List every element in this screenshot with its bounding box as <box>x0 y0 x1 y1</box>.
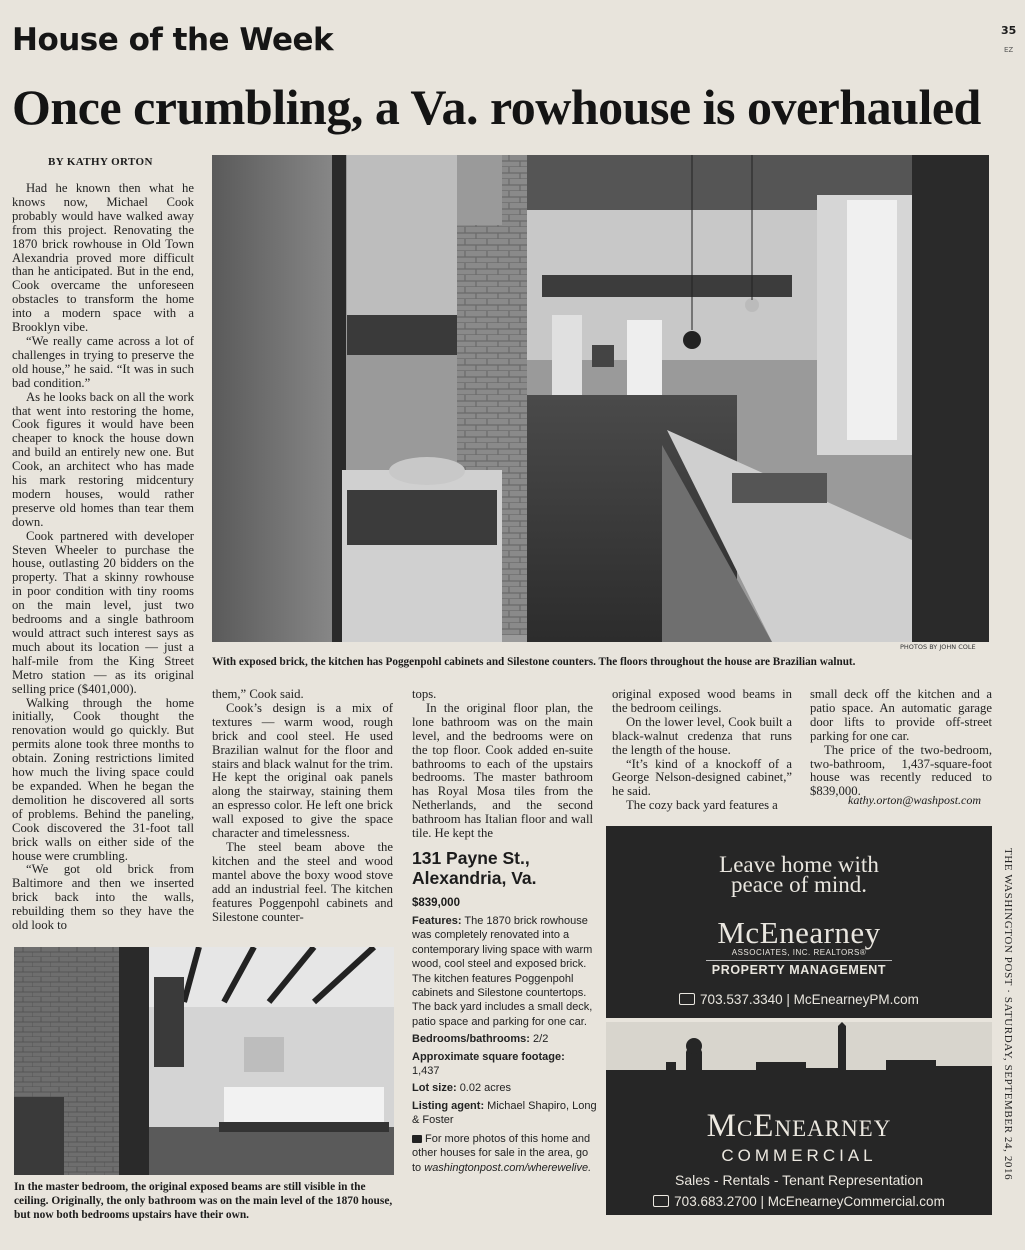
paragraph: Cook partnered with developer Steven Wheeler to purchase the house, outlasting 20 bidders on the property. That a skinny rowhouse in poor condition with tiny rooms on the main level, just two bedrooms and a single bathroom would attract such interest says as much about its location — just a half-mile from the King Street Metro station — as its original selling price ($401,000). <box>12 528 194 696</box>
features <box>412 914 597 1029</box>
bedroom-caption: In the master bedroom, the original exposed beams are still visible in the ceiling. Originally, the only bathroom was on the main level of the 1870 house, but now both bedrooms upstairs have their own. <box>14 1181 393 1221</box>
address-street: 131 Payne St., <box>412 848 530 868</box>
photo-credit: PHOTOS BY JOHN COLE <box>900 643 976 651</box>
paragraph: Walking through the home initially, Cook thought the renovation would go quickly. But permits alone took three months to obtain. Zoning restrictions limited how much the living space could be expanded. When he began the demolition he discovered all sorts of problems. Behind the paneling, Cook discovered the 31-foot tall brick walls on either side of the house were crumbling. <box>12 695 194 863</box>
kitchen-caption: With exposed brick, the kitchen has Poggenpohl cabinets and Silestone counters. The floors throughout the house are Brazilian walnut. <box>212 656 856 668</box>
lot-label: Lot size: <box>412 1082 457 1095</box>
paragraph: “We got old brick from Baltimore and then we inserted brick back into the walls, rebuilding them so they have the old look to <box>12 862 194 933</box>
features-label: Features: <box>412 915 462 927</box>
bed-bath-value: 2/2 <box>533 1033 549 1046</box>
ad-contact-text: 703.537.3340 | McEnearneyPM.com <box>700 992 919 1007</box>
paragraph: The price of the two-bedroom, two-bathroom, 1,437-square-foot house was recently reduced to $839,000. <box>810 742 992 799</box>
lot-value: 0.02 acres <box>459 1082 512 1095</box>
article-column-4 <box>612 688 792 813</box>
byline: BY KATHY ORTON <box>48 156 153 168</box>
ad-brand-logo: McEnearney <box>717 915 881 950</box>
bedroom-photo <box>14 947 394 1175</box>
paragraph: The cozy back yard features a <box>626 798 778 813</box>
bed-bath <box>412 1032 597 1046</box>
paragraph: As he looks back on all the work that went into restoring the home, Cook figures it would have been cheaper to knock the house down and build an entirely new one. But Cook, an architect who has made his mark restoring midcentury modern houses, would rather preserve old homes than tear them down. <box>12 389 194 529</box>
article-column-2 <box>212 688 393 924</box>
kitchen-photo-illustration <box>212 155 989 642</box>
bed-bath-label: Bedrooms/bathrooms: <box>412 1033 530 1046</box>
article-column-1 <box>12 182 194 933</box>
paragraph: original exposed wood beams in the bedroom ceilings. <box>612 687 792 715</box>
ad-tagline-line-2: peace of mind. <box>730 872 868 897</box>
article-column-5 <box>810 688 992 799</box>
paragraph: Had he known then what he knows now, Michael Cook probably would have walked away from this project. Renovating the 1870 brick rowhouse in Old Town Alexandria proved more difficult than he anticipated. But in the end, Cook overcame the unforeseen obstacles to transform the home into a modern space with a Brooklyn vibe. <box>12 181 194 335</box>
ad-tagline-line-1: Leave home with <box>719 852 879 877</box>
paragraph: The steel beam above the kitchen and the steel and wood mantel above the boxy wood stove add an industrial feel. The kitchen features Poggenpohl cabinets and Silestone counter- <box>212 839 393 924</box>
paragraph: them,” Cook said. <box>212 687 304 701</box>
paragraph: On the lower level, Cook built a black-walnut credenza that runs the length of the house. <box>612 714 792 757</box>
dateline: THE WASHINGTON POST · SATURDAY, SEPTEMBER 24, 2016 <box>1002 848 1014 1181</box>
author-email[interactable]: kathy.orton@washpost.com <box>848 793 982 807</box>
ad2-contact <box>606 1194 992 1209</box>
property-facts <box>412 914 597 1175</box>
ad-contact <box>606 992 992 1007</box>
commercial-ad[interactable] <box>606 1022 992 1215</box>
paragraph: “We really came across a lot of challenges in trying to preserve the old house,” he said. “It was in such bad condition.” <box>12 333 194 390</box>
listing-agent <box>412 1099 597 1128</box>
sqft-label: Approximate square footage: <box>412 1050 565 1063</box>
article-column-3 <box>412 688 593 841</box>
headline: Once crumbling, a Va. rowhouse is overhauled <box>12 79 981 135</box>
square-footage <box>412 1050 597 1079</box>
ad2-contact-text: 703.683.2700 | McEnearneyCommercial.com <box>674 1194 945 1209</box>
page-number: 35 <box>1001 24 1017 37</box>
paragraph: In the original floor plan, the lone bathroom was on the main level, and the bedrooms were on the top floor. Cook added en-suite bathrooms to each of the upstairs bedrooms. The master bathroom has Royal Mosa tiles from the Netherlands, and the second bathroom has Italian floor and wall tile. He kept the <box>412 700 593 841</box>
property-address <box>412 848 537 888</box>
agent-label: Listing agent: <box>412 1099 485 1112</box>
edition-code: EZ <box>1004 46 1014 54</box>
address-city: Alexandria, Va. <box>412 868 537 888</box>
kitchen-photo <box>212 155 989 642</box>
agent-value: Michael Shapiro, Long & Foster <box>412 1099 597 1127</box>
bedroom-photo-illustration <box>14 947 394 1175</box>
ad2-subtitle: COMMERCIAL <box>721 1146 877 1165</box>
camera-icon <box>412 1135 422 1143</box>
paragraph: tops. <box>412 687 437 701</box>
more-photos-note <box>412 1132 597 1175</box>
features-text: The 1870 brick rowhouse was completely renovated into a contemporary living space with warm wood, cool steel and exposed brick. The kitchen features Poggenpohl cabinets and Silestone countertops. The back yard includes a small deck, patio space and parking for one car. <box>412 915 593 1028</box>
more-photos-link[interactable]: washingtonpost.com/wherewelive. <box>424 1161 592 1174</box>
home-icon <box>679 993 695 1005</box>
home-icon <box>653 1195 669 1207</box>
ad2-services: Sales - Rentals - Tenant Representation <box>675 1172 923 1188</box>
section-title: House of the Week <box>12 22 334 58</box>
sqft-value: 1,437 <box>412 1065 440 1078</box>
property-price: $839,000 <box>412 897 460 909</box>
paragraph: Cook’s design is a mix of textures — warm wood, rough brick and cool steel. He used Brazilian walnut for the floor and stairs and black walnut for the trim. He kept the original oak panels along the stairway, staining them an espresso color. He left one brick wall exposed to give the space character and timelessness. <box>212 700 393 841</box>
more-photos-text: For more photos of this home and other houses for sale in the area, go to <box>412 1132 591 1174</box>
paragraph: small deck off the kitchen and a patio space. An automatic garage door lifts to provide off-street parking for one car. <box>810 687 992 743</box>
property-management-ad[interactable] <box>606 826 992 1018</box>
paragraph: “It’s kind of a knockoff of a George Nelson-designed cabinet,” he said. <box>612 756 792 799</box>
lot-size <box>412 1081 597 1095</box>
ad-brand-subtitle: ASSOCIATES, INC. REALTORS® <box>731 948 867 957</box>
ad2-brand-logo: McEnearney <box>706 1108 892 1144</box>
ad-service-label: PROPERTY MANAGEMENT <box>706 960 892 977</box>
